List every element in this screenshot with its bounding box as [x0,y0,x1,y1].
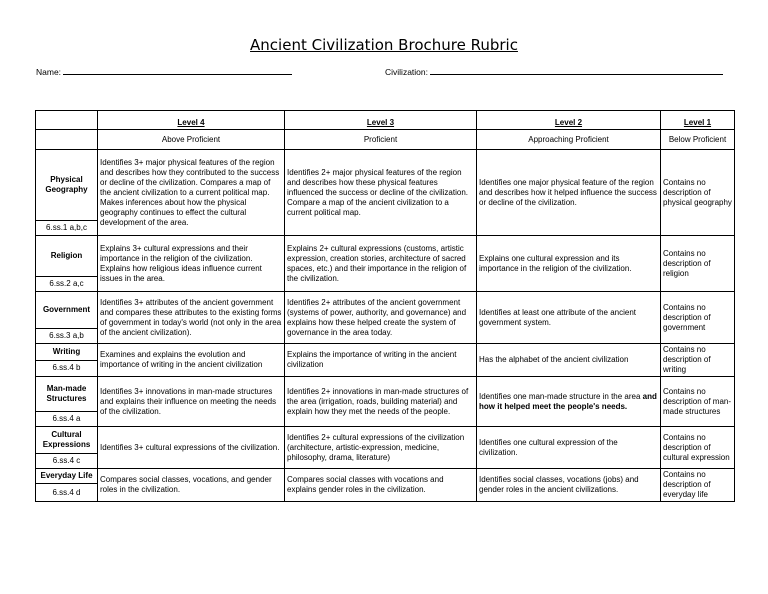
category-cell: Everyday Life [36,469,98,484]
level-1-cell: Contains no description of cultural expression [661,427,735,469]
level-4-cell: Examines and explains the evolution and importance of writing in the ancient civilization [98,344,285,377]
category-cell: Religion [36,236,98,277]
category-label: Physical Geography [45,175,88,194]
level-3-cell: Compares social classes with vocations and explains gender roles in the civilization. [285,469,477,502]
category-cell: Man-made Structures [36,377,98,412]
table-row [36,150,735,221]
level-2-cell: Identifies one major physical feature of the region and describes how it helped influence the success or decline of the civilization. [477,150,661,236]
level-4-header: Level 4 [98,111,285,130]
category-cell: Government [36,292,98,329]
civilization-label: Civilization: [385,67,428,77]
level-2-cell [477,377,661,427]
level-1-cell: Contains no description of government [661,292,735,344]
level-2-cell: Identifies social classes, vocations (jobs) and gender roles in the ancient civilizations. [477,469,661,502]
proficiency-header-row [36,130,735,150]
blank-header-cell [36,111,98,130]
proficiency-proficient: Proficient [285,130,477,150]
standard-cell: 6.ss.4 c [36,454,98,469]
table-row [36,236,735,277]
blank-subheader-cell [36,130,98,150]
standard-cell: 6.ss.2 a,c [36,277,98,292]
civilization-field[interactable] [385,66,723,77]
table-row [36,292,735,329]
proficiency-below: Below Proficient [661,130,735,150]
level-2-cell: Identifies one cultural expression of the civilization. [477,427,661,469]
category-cell: Writing [36,344,98,361]
name-label: Name: [36,67,62,77]
standard-cell: 6.ss.4 a [36,412,98,427]
level-1-cell: Contains no description of physical geography [661,150,735,236]
level-3-header: Level 3 [285,111,477,130]
name-blank-line[interactable] [63,66,292,75]
rubric-table [35,110,735,502]
level-2-cell: Identifies at least one attribute of the ancient government system. [477,292,661,344]
level-2-bold-text: and how it helped meet the people's needs. [479,391,657,411]
level-3-cell: Explains 2+ cultural expressions (customs, artistic expression, creation stories, architecture of sacred spaces, etc.) and their importance in the religion of the civilization. [285,236,477,292]
level-4-cell: Compares social classes, vocations, and gender roles in the civilization. [98,469,285,502]
level-3-cell: Identifies 2+ innovations in man-made structures of the area (irrigation, roads, building material) and explain how they met the needs of the people. [285,377,477,427]
level-2-header: Level 2 [477,111,661,130]
table-row [36,344,735,361]
level-header-row [36,111,735,130]
level-3-cell: Identifies 2+ cultural expressions of the civilization (architecture, artistic-expression, medicine, philosophy, drama, literature) [285,427,477,469]
category-cell [36,150,98,221]
standard-cell: 6.ss.4 b [36,360,98,377]
standard-cell: 6.ss.3 a,b [36,329,98,344]
table-row [36,377,735,412]
level-2-text: Identifies one man-made structure in the area [479,391,641,401]
level-4-cell: Identifies 3+ major physical features of the region and describes how they contributed to the success or decline of the civilization. Compares a map of the ancient civilization to a current political map. Makes inferences about how the physical geography continues to effect the cultural development of the area. [98,150,285,236]
level-3-cell: Identifies 2+ attributes of the ancient government (systems of power, authority, and governance) and explains how these helped create the system of governance in the area today. [285,292,477,344]
level-1-cell: Contains no description of religion [661,236,735,292]
level-1-cell: Contains no description of writing [661,344,735,377]
level-4-cell: Identifies 3+ attributes of the ancient government and compares these attributes to the existing forms of government in today's world (not only in the area of the ancient civilization). [98,292,285,344]
level-4-cell: Identifies 3+ cultural expressions of the civilization. [98,427,285,469]
level-4-cell: Identifies 3+ innovations in man-made structures and explains their influence on meeting the needs of the civilization. [98,377,285,427]
rubric-title: Ancient Civilization Brochure Rubric [250,36,518,54]
category-cell: Cultural Expressions [36,427,98,454]
civilization-blank-line[interactable] [430,66,723,75]
level-1-cell: Contains no description of everyday life [661,469,735,502]
level-3-cell: Identifies 2+ major physical features of the region and describes how these physical features influenced the success or decline of the civilization. Compare a map of the ancient civilization to a current political map. [285,150,477,236]
standard-cell: 6.ss.1 a,b,c [36,221,98,236]
level-1-cell: Contains no description of man-made structures [661,377,735,427]
level-2-cell: Has the alphabet of the ancient civilization [477,344,661,377]
level-3-cell: Explains the importance of writing in the ancient civilization [285,344,477,377]
level-1-header: Level 1 [661,111,735,130]
level-2-cell: Explains one cultural expression and its importance in the religion of the civilization. [477,236,661,292]
proficiency-above: Above Proficient [98,130,285,150]
proficiency-approaching: Approaching Proficient [477,130,661,150]
standard-cell: 6.ss.4 d [36,484,98,502]
table-row [36,469,735,484]
name-field[interactable] [36,66,292,77]
level-4-cell: Explains 3+ cultural expressions and their importance in the religion of the civilization. Explains how religious ideas influence current issues in the area. [98,236,285,292]
table-row [36,427,735,454]
